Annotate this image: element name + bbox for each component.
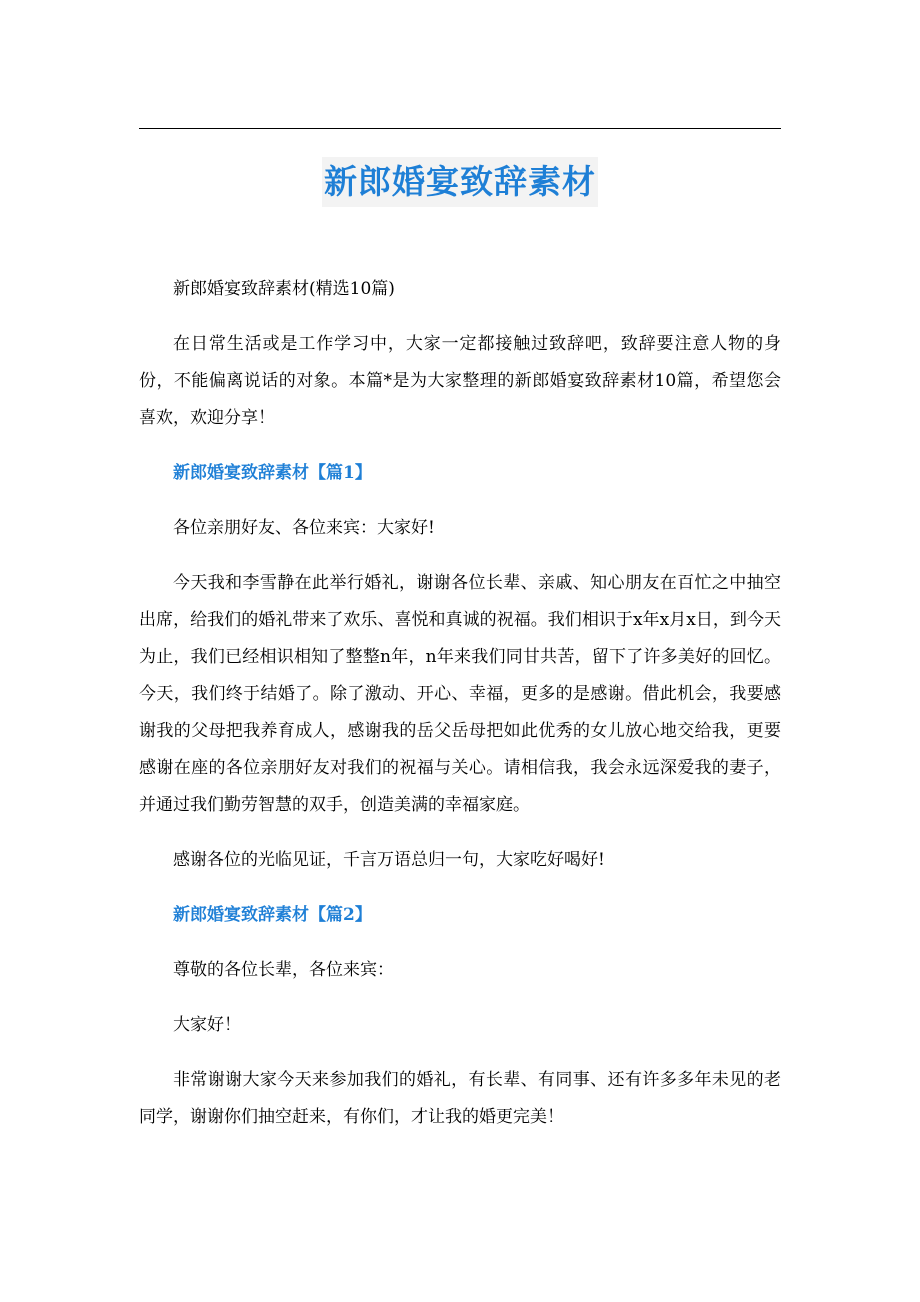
section-heading-1: 新郎婚宴致辞素材【篇1】: [173, 463, 372, 483]
paragraph-greeting-1: 各位亲朋好友、各位来宾：大家好!: [173, 518, 435, 538]
paragraph-greeting-2: 尊敬的各位长辈，各位来宾：: [173, 960, 394, 980]
paragraph-subtitle: 新郎婚宴致辞素材(精选10篇): [173, 279, 395, 299]
paragraph-hello-2: 大家好！: [173, 1015, 241, 1035]
paragraph-speech-2: 非常谢谢大家今天来参加我们的婚礼，有长辈、有同事、还有许多多年未见的老同学，谢谢你们抽空赶来，有你们，才让我的婚更完美！: [139, 1070, 781, 1127]
section-heading-2: 新郎婚宴致辞素材【篇2】: [173, 905, 372, 925]
paragraph-speech-1: 今天我和李雪静在此举行婚礼，谢谢各位长辈、亲戚、知心朋友在百忙之中抽空出席，给我们的婚礼带来了欢乐、喜悦和真诚的祝福。我们相识于x年x月x日，到今天为止，我们已经相识相知了整整n年，n年来我们同甘共苦，留下了许多美好的回忆。今天，我们终于结婚了。除了激动、开心、幸福，更多的是感谢。借此机会，我要感谢我的父母把我养育成人，感谢我的岳父岳母把如此优秀的女儿放心地交给我，更要感谢在座的各位亲朋好友对我们的祝福与关心。请相信我，我会永远深爱我的妻子，并通过我们勤劳智慧的双手，创造美满的幸福家庭。: [139, 573, 781, 815]
header-rule: [139, 128, 781, 129]
title-container: [0, 157, 920, 207]
page-title: 新郎婚宴致辞素材: [322, 157, 598, 207]
paragraph-closing-1: 感谢各位的光临见证，千言万语总归一句，大家吃好喝好!: [173, 850, 605, 870]
paragraph-intro: 在日常生活或是工作学习中，大家一定都接触过致辞吧，致辞要注意人物的身份，不能偏离说话的对象。本篇*是为大家整理的新郎婚宴致辞素材10篇，希望您会喜欢，欢迎分享！: [139, 334, 781, 428]
document-body: [139, 271, 781, 1136]
